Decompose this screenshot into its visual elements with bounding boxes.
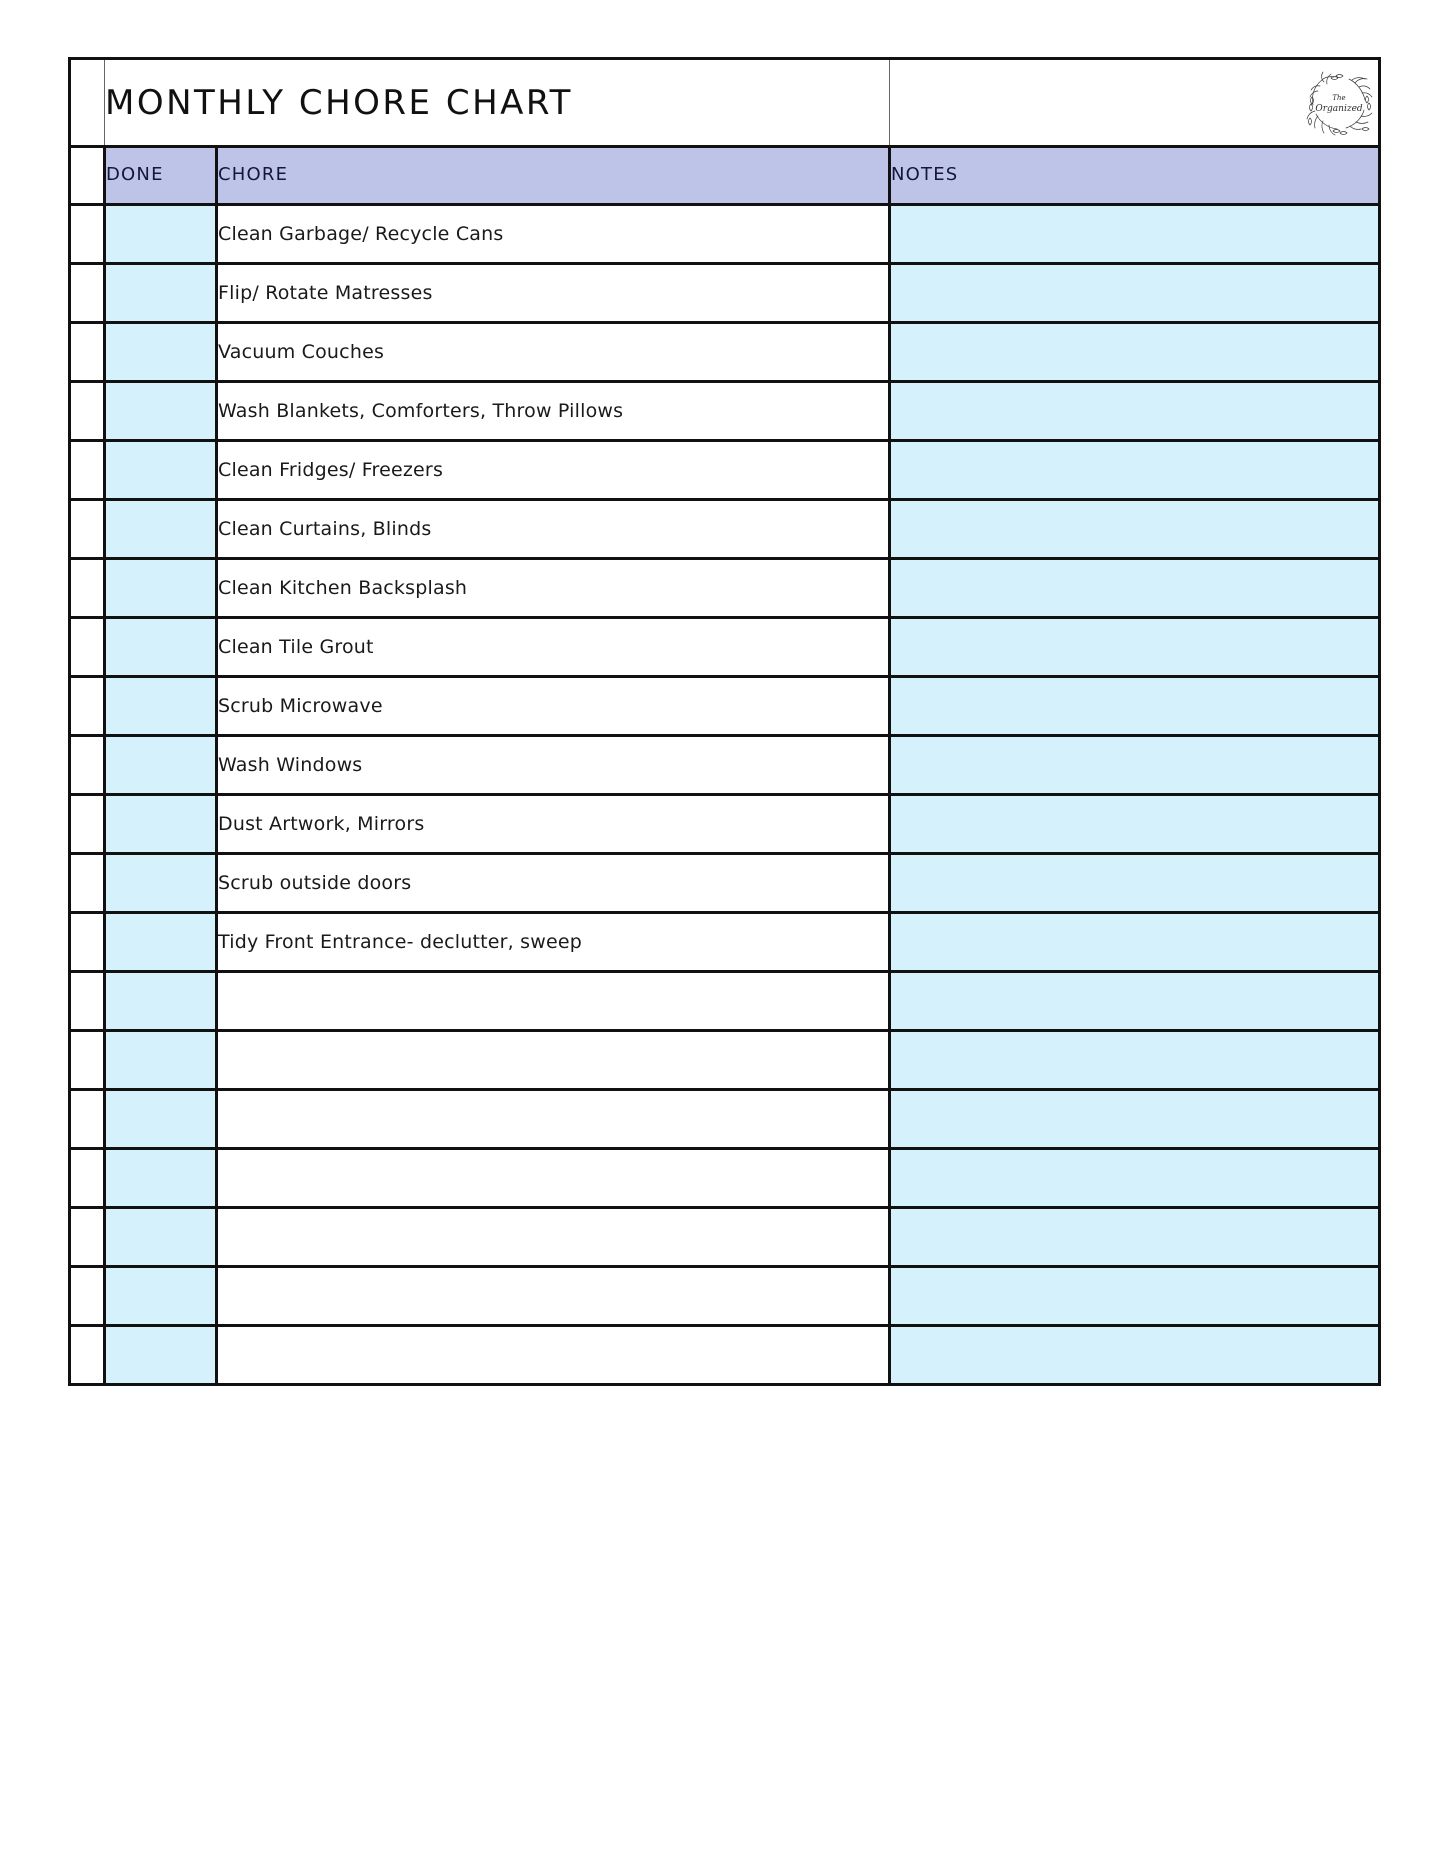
- table-row: [70, 1267, 1380, 1326]
- row-spacer: [70, 1031, 105, 1090]
- chore-cell[interactable]: [217, 205, 890, 264]
- chore-label: Wash Blankets, Comforters, Throw Pillows: [218, 399, 624, 422]
- chore-label: Vacuum Couches: [218, 340, 385, 363]
- table-row: [70, 1031, 1380, 1090]
- chore-label: Scrub outside doors: [218, 871, 412, 894]
- row-spacer: [70, 854, 105, 913]
- table-row: [70, 618, 1380, 677]
- notes-cell[interactable]: [890, 1326, 1380, 1385]
- chore-cell[interactable]: [217, 382, 890, 441]
- title-row-spacer: [70, 59, 105, 147]
- chore-label: Clean Tile Grout: [218, 635, 374, 658]
- chore-label: Wash Windows: [218, 753, 363, 776]
- done-checkbox-cell[interactable]: [105, 1149, 217, 1208]
- table-row: [70, 913, 1380, 972]
- chore-label: Scrub Microwave: [218, 694, 383, 717]
- notes-cell[interactable]: [890, 913, 1380, 972]
- table-row: [70, 264, 1380, 323]
- logo-cell: [890, 59, 1380, 147]
- notes-cell[interactable]: [890, 1090, 1380, 1149]
- row-spacer: [70, 913, 105, 972]
- done-checkbox-cell[interactable]: [105, 323, 217, 382]
- notes-cell[interactable]: [890, 1208, 1380, 1267]
- table-row: [70, 795, 1380, 854]
- title-row: [70, 59, 1380, 147]
- done-checkbox-cell[interactable]: [105, 1031, 217, 1090]
- done-checkbox-cell[interactable]: [105, 972, 217, 1031]
- column-header-done-label: DONE: [106, 164, 164, 185]
- done-checkbox-cell[interactable]: [105, 382, 217, 441]
- notes-cell[interactable]: [890, 441, 1380, 500]
- notes-cell[interactable]: [890, 736, 1380, 795]
- done-checkbox-cell[interactable]: [105, 1326, 217, 1385]
- chore-cell[interactable]: [217, 441, 890, 500]
- chore-chart-table: [68, 57, 1381, 1386]
- chore-cell[interactable]: [217, 1208, 890, 1267]
- done-checkbox-cell[interactable]: [105, 854, 217, 913]
- table-row: [70, 323, 1380, 382]
- row-spacer: [70, 1208, 105, 1267]
- table-row: [70, 559, 1380, 618]
- done-checkbox-cell[interactable]: [105, 1208, 217, 1267]
- done-checkbox-cell[interactable]: [105, 677, 217, 736]
- done-checkbox-cell[interactable]: [105, 500, 217, 559]
- table-row: [70, 1326, 1380, 1385]
- notes-cell[interactable]: [890, 618, 1380, 677]
- column-header-chore-label: CHORE: [218, 164, 289, 185]
- table-row: [70, 1149, 1380, 1208]
- row-spacer: [70, 441, 105, 500]
- done-checkbox-cell[interactable]: [105, 441, 217, 500]
- done-checkbox-cell[interactable]: [105, 618, 217, 677]
- chore-label: Clean Garbage/ Recycle Cans: [218, 222, 504, 245]
- row-spacer: [70, 1267, 105, 1326]
- notes-cell[interactable]: [890, 1031, 1380, 1090]
- chore-label: Clean Fridges/ Freezers: [218, 458, 444, 481]
- table-row: [70, 382, 1380, 441]
- chore-cell[interactable]: [217, 618, 890, 677]
- notes-cell[interactable]: [890, 264, 1380, 323]
- table-row: [70, 1090, 1380, 1149]
- table-row: [70, 854, 1380, 913]
- done-checkbox-cell[interactable]: [105, 795, 217, 854]
- chore-cell[interactable]: [217, 854, 890, 913]
- column-header-done: [105, 147, 217, 205]
- table-row: [70, 441, 1380, 500]
- table-row: [70, 736, 1380, 795]
- row-spacer: [70, 972, 105, 1031]
- chore-cell[interactable]: [217, 972, 890, 1031]
- notes-cell[interactable]: [890, 500, 1380, 559]
- row-spacer: [70, 205, 105, 264]
- table-row: [70, 1208, 1380, 1267]
- row-spacer: [70, 382, 105, 441]
- chore-label: Flip/ Rotate Matresses: [218, 281, 433, 304]
- chore-cell[interactable]: [217, 913, 890, 972]
- svg-text:The: The: [1332, 93, 1346, 102]
- chore-cell[interactable]: [217, 795, 890, 854]
- done-checkbox-cell[interactable]: [105, 264, 217, 323]
- notes-cell[interactable]: [890, 1267, 1380, 1326]
- chore-cell[interactable]: [217, 264, 890, 323]
- done-checkbox-cell[interactable]: [105, 1267, 217, 1326]
- column-header-notes: [890, 147, 1380, 205]
- row-spacer: [70, 500, 105, 559]
- row-spacer: [70, 264, 105, 323]
- notes-cell[interactable]: [890, 854, 1380, 913]
- done-checkbox-cell[interactable]: [105, 559, 217, 618]
- done-checkbox-cell[interactable]: [105, 913, 217, 972]
- column-header-row: [70, 147, 1380, 205]
- column-header-notes-label: NOTES: [891, 164, 959, 185]
- row-spacer: [70, 1149, 105, 1208]
- svg-text:Organized: Organized: [1315, 103, 1363, 114]
- table-row: [70, 205, 1380, 264]
- header-row-spacer: [70, 147, 105, 205]
- column-header-chore: [217, 147, 890, 205]
- chore-label: Tidy Front Entrance- declutter, sweep: [218, 930, 583, 953]
- page-title-cell: [105, 59, 890, 147]
- row-spacer: [70, 323, 105, 382]
- chore-cell[interactable]: [217, 500, 890, 559]
- row-spacer: [70, 736, 105, 795]
- row-spacer: [70, 1326, 105, 1385]
- table-row: [70, 972, 1380, 1031]
- notes-cell[interactable]: [890, 382, 1380, 441]
- table-row: [70, 500, 1380, 559]
- notes-cell[interactable]: [890, 559, 1380, 618]
- chore-cell[interactable]: [217, 559, 890, 618]
- row-spacer: [70, 1090, 105, 1149]
- chore-label: Dust Artwork, Mirrors: [218, 812, 425, 835]
- chore-cell[interactable]: [217, 323, 890, 382]
- page-title: MONTHLY CHORE CHART: [105, 82, 573, 123]
- row-spacer: [70, 618, 105, 677]
- done-checkbox-cell[interactable]: [105, 205, 217, 264]
- chore-chart-body: [70, 59, 1380, 1385]
- done-checkbox-cell[interactable]: [105, 1090, 217, 1149]
- notes-cell[interactable]: [890, 795, 1380, 854]
- chore-cell[interactable]: [217, 1031, 890, 1090]
- chore-cell[interactable]: [217, 1267, 890, 1326]
- done-checkbox-cell[interactable]: [105, 736, 217, 795]
- chore-cell[interactable]: [217, 1326, 890, 1385]
- notes-cell[interactable]: [890, 323, 1380, 382]
- row-spacer: [70, 559, 105, 618]
- chore-cell[interactable]: [217, 677, 890, 736]
- table-row: [70, 677, 1380, 736]
- chore-label: Clean Curtains, Blinds: [218, 517, 432, 540]
- notes-cell[interactable]: [890, 677, 1380, 736]
- botanical-wreath-logo-icon: [1300, 66, 1378, 140]
- chore-cell[interactable]: [217, 1149, 890, 1208]
- chore-cell[interactable]: [217, 1090, 890, 1149]
- row-spacer: [70, 795, 105, 854]
- notes-cell[interactable]: [890, 205, 1380, 264]
- chore-cell[interactable]: [217, 736, 890, 795]
- chore-label: Clean Kitchen Backsplash: [218, 576, 468, 599]
- row-spacer: [70, 677, 105, 736]
- notes-cell[interactable]: [890, 972, 1380, 1031]
- notes-cell[interactable]: [890, 1149, 1380, 1208]
